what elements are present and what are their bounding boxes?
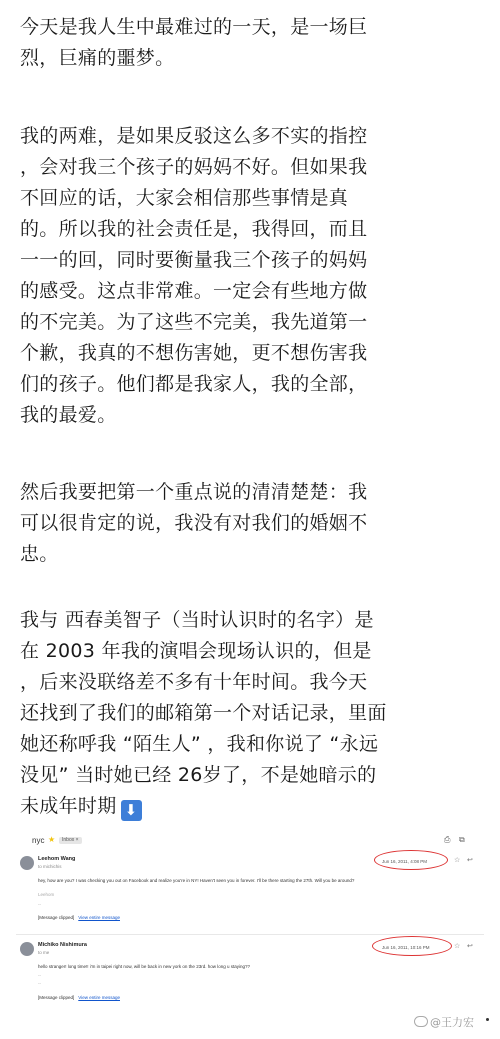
text-line: 的。所以我的社会责任是，我得回，而且 (20, 218, 368, 240)
text-line: 可以很肯定的说，我没有对我们的婚姻不 (20, 512, 368, 534)
text-line: 的感受。这点非常难。一定会有些地方做 (20, 280, 368, 302)
annotation-circle (374, 850, 448, 870)
paragraph-2 (20, 121, 488, 431)
text-line: 不回应的话，大家会相信那些事情是真 (20, 187, 349, 209)
message-body: hey, how are you? I was checking you out on Facebook and realize you're in NY! Haven't seen you in forever. I'll be there starting the 27th. Will you be around? (38, 878, 355, 883)
divider (16, 934, 484, 935)
paragraph-3 (20, 477, 488, 570)
weibo-icon (414, 1016, 428, 1027)
email-subject: nyc (32, 836, 45, 845)
message-clipped (38, 995, 120, 1000)
message-clipped (38, 915, 120, 920)
text-line: 烈，巨痛的噩梦。 (20, 47, 175, 69)
message-date: Jun 16, 2011, 10:16 PM (382, 945, 430, 950)
watermark-text: @王力宏 (430, 1016, 474, 1029)
avatar (20, 942, 34, 956)
text-line: 一一的回，同时要衡量我三个孩子的妈妈 (20, 249, 368, 271)
message-date: Jun 16, 2011, 4:08 PM (382, 859, 427, 864)
sender-name: Michiko Nishimura (38, 942, 87, 948)
separator-dashes: -- (38, 981, 41, 986)
clipped-text: [Message clipped] (38, 915, 75, 920)
text-line: 的不完美。为了这些不完美，我先道第一 (20, 311, 368, 333)
email-message (16, 940, 484, 1010)
signature: Leehom (38, 892, 55, 897)
text-line: 没见” 当时她已经 26岁了，不是她暗示的 (20, 764, 377, 786)
clipped-text: [Message clipped] (38, 995, 75, 1000)
text-line: 她还称呼我 “陌生人” ，我和你说了 “永远 (20, 733, 379, 755)
separator-dashes: -- (38, 902, 41, 907)
external-link-icon[interactable]: ⧉ (459, 835, 465, 844)
recipient: to michichis (38, 864, 62, 869)
text-line: 在 2003 年我的演唱会现场认识的，但是 (20, 640, 372, 662)
star-icon: ★ (48, 835, 56, 844)
email-message (16, 854, 484, 938)
paragraph-4 (20, 605, 488, 822)
email-screenshot (16, 832, 484, 1010)
down-arrow-icon: ⬇ (121, 800, 142, 821)
annotation-circle (372, 936, 452, 956)
avatar (20, 856, 34, 870)
text-line-with-icon (20, 791, 488, 822)
text-line: 今天是我人生中最难过的一天，是一场巨 (20, 16, 368, 38)
view-entire-message-link[interactable]: View entire message (78, 915, 120, 920)
dot-mark (486, 1018, 489, 1021)
view-entire-message-link[interactable]: View entire message (78, 995, 120, 1000)
message-body: hello stranger! long time!! i'm in taipei right now, will be back in new york on the 23rd. how long u staying?? (38, 964, 250, 969)
inbox-label[interactable]: Inbox × (59, 837, 82, 844)
printer-icon[interactable]: ⎙ (444, 835, 451, 844)
text-line: 未成年时期 (20, 795, 117, 817)
text-line: 还找到了我们的邮箱第一个对话记录，里面 (20, 702, 387, 724)
text-line: ，后来没联络差不多有十年时间。我今天 (20, 671, 368, 693)
text-line: 我的两难，是如果反驳这么多不实的指控 (20, 125, 368, 147)
paragraph-1 (20, 12, 488, 74)
text-line: 个歉，我真的不想伤害她，更不想伤害我 (20, 342, 368, 364)
text-line: 忠。 (20, 543, 59, 565)
text-line: 然后我要把第一个重点说的清清楚楚：我 (20, 481, 368, 503)
signature: -- (38, 973, 41, 978)
reply-icon[interactable]: ↩ (467, 857, 473, 864)
text-line: 我与 西春美智子（当时认识时的名字）是 (20, 609, 374, 631)
text-line: 们的孩子。他们都是我家人，我的全部， (20, 373, 368, 395)
recipient: to me (38, 950, 50, 955)
reply-icon[interactable]: ↩ (467, 943, 473, 950)
star-icon[interactable]: ☆ (454, 857, 461, 864)
text-line: ，会对我三个孩子的妈妈不好。但如果我 (20, 156, 368, 178)
sender-name: Leehom Wang (38, 856, 76, 862)
text-line: 我的最爱。 (20, 404, 117, 426)
weibo-watermark (414, 1014, 474, 1030)
star-icon[interactable]: ☆ (454, 943, 461, 950)
email-toolbar (16, 832, 484, 852)
